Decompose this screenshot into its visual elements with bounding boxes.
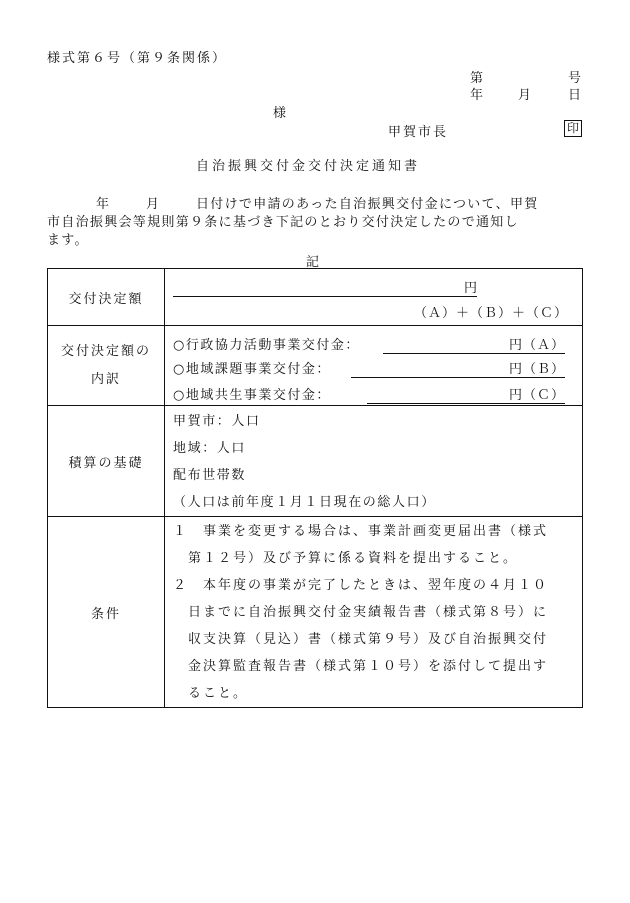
breakdown-item-1-label: ○行政協力活動事業交付金： [173,337,360,353]
amount-line [173,277,477,297]
amount-row [48,269,583,326]
issuer-name: 甲賀市長 [388,125,449,140]
basis-line-2: 地域：人口 [173,441,247,456]
doc-number-prefix: 第 [470,71,484,86]
date-month: 月 [518,88,532,103]
conditions-line-3: ２ 本年度の事業が完了したときは、翌年度の４月１０ [173,578,549,593]
basis-line-3: 配布世帯数 [173,468,247,483]
amount-label: 交付決定額 [48,269,165,326]
seal-mark: 印 [564,120,582,137]
breakdown-cell [165,326,583,406]
breakdown-item-2-label: ○地域課題事業交付金： [173,361,331,377]
addressee-suffix: 様 [273,106,287,121]
basis-line-1: 甲賀市：人口 [173,414,261,429]
basis-label: 積算の基礎 [48,406,165,517]
breakdown-item-1-line [383,334,565,354]
breakdown-item-3-line [367,384,565,404]
conditions-line-1: １ 事業を変更する場合は、事業計画変更届出書（様式 [173,524,549,539]
body-line-3: ます。 [47,233,89,248]
conditions-label: 条件 [48,517,165,708]
date-day: 日 [568,88,582,103]
body-line-1: 日付けで申請のあった自治振興交付金について、甲賀 [196,197,539,212]
form-number: 様式第６号（第９条関係） [47,51,228,66]
breakdown-item-3-unit: 円（Ｃ） [508,387,565,403]
amount-formula: （Ａ）＋（Ｂ）＋（Ｃ） [413,305,568,321]
date-year: 年 [470,88,484,103]
breakdown-label-line-1: 交付決定額の [60,343,151,359]
breakdown-item-2-unit: 円（Ｂ） [508,361,565,377]
conditions-line-6: 金決算監査報告書（様式第１０号）を添付して提出す [173,659,549,674]
breakdown-item-2-line [351,358,565,378]
conditions-line-2: 第１２号）及び予算に係る資料を提出すること。 [173,551,519,566]
amount-yen: 円 [463,280,477,296]
document-title: 自治振興交付金交付決定通知書 [196,159,421,174]
decision-table [47,268,583,708]
body-month: 月 [146,197,162,212]
conditions-row [48,517,583,708]
basis-row [48,406,583,517]
conditions-line-5: 収支決算（見込）書（様式第９号）及び自治振興交付 [173,632,549,647]
basis-cell [165,406,583,517]
basis-line-4: （人口は前年度１月１日現在の総人口） [173,495,436,510]
body-line-2: 市自治振興会等規則第９条に基づき下記のとおり交付決定したので通知し [47,215,519,230]
breakdown-row [48,326,583,406]
conditions-line-7: ること。 [173,686,249,701]
conditions-line-4: 日までに自治振興交付金実績報告書（様式第８号）に [173,605,549,620]
ki-heading: 記 [306,255,320,270]
breakdown-label-line-2: 内訳 [90,371,121,387]
doc-number-suffix: 号 [568,71,582,86]
breakdown-label [48,326,165,406]
body-year: 年 [96,197,112,212]
conditions-cell [165,517,583,708]
amount-cell [165,269,583,326]
breakdown-item-1-unit: 円（Ａ） [508,337,565,353]
breakdown-item-3-label: ○地域共生事業交付金： [173,387,331,403]
